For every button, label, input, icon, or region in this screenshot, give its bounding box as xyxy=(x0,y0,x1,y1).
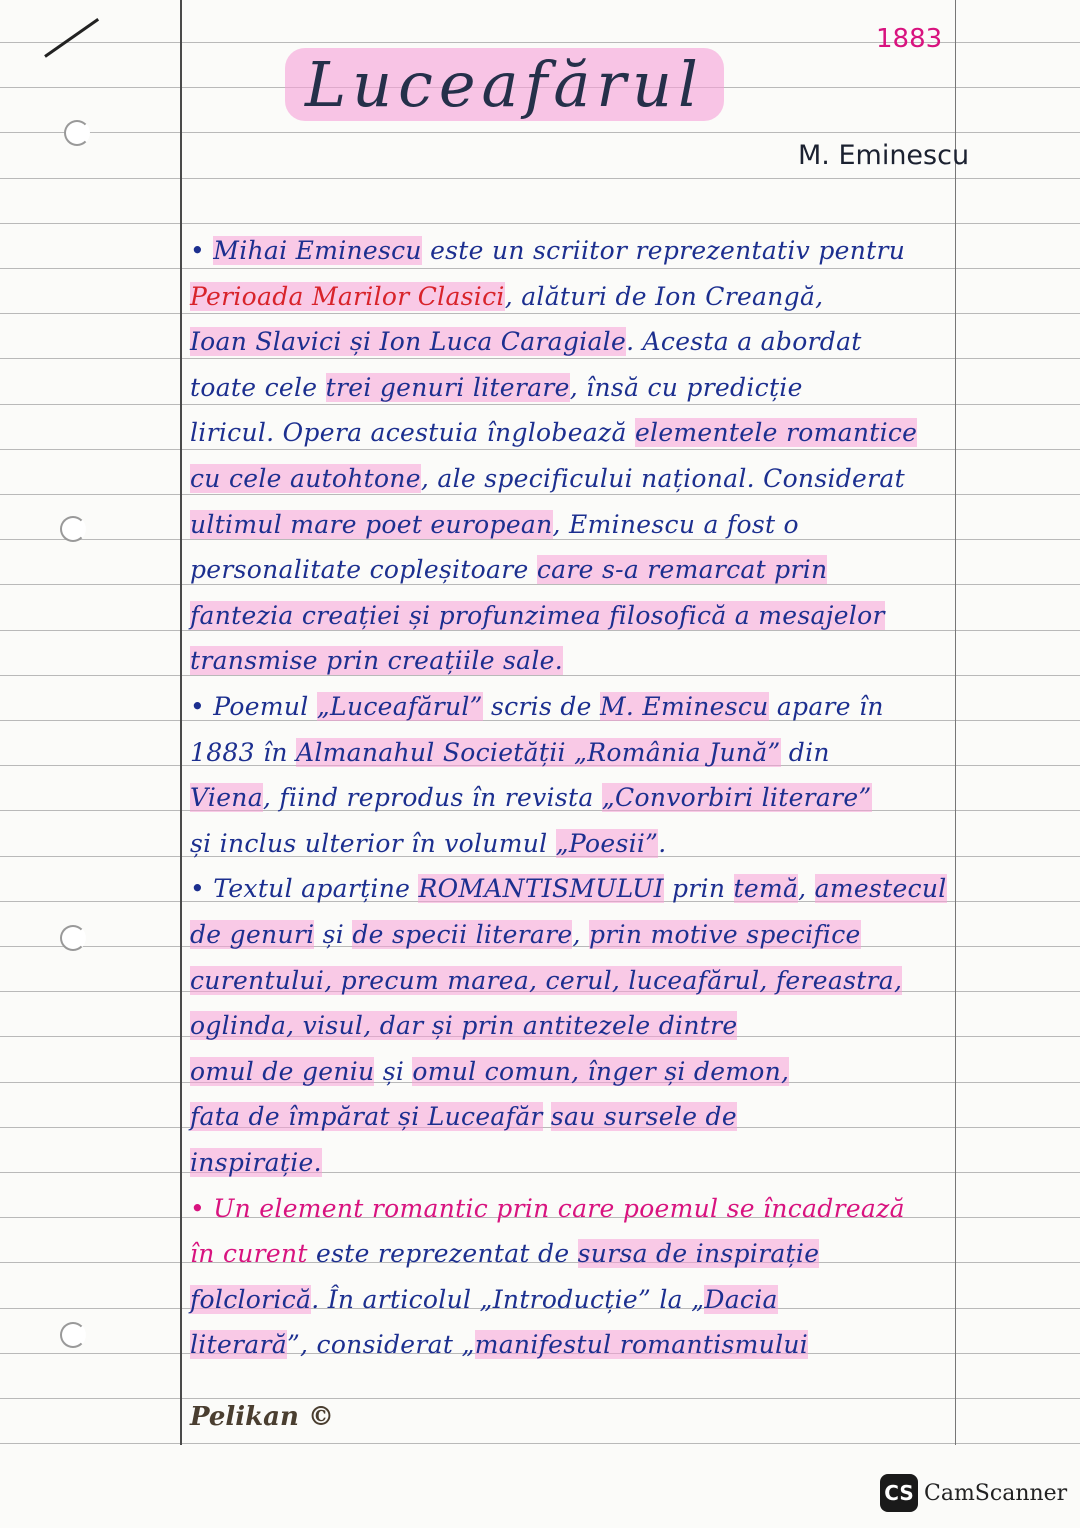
ruled-line xyxy=(0,449,1080,450)
punch-hole xyxy=(60,1322,86,1348)
note-line xyxy=(190,966,902,995)
note-text: . În articolul „Introducție” la „ xyxy=(311,1284,705,1314)
punch-hole xyxy=(60,516,86,542)
note-line xyxy=(190,1194,905,1223)
note-text: prin xyxy=(663,874,734,904)
note-line xyxy=(190,327,862,356)
note-line xyxy=(190,920,861,949)
note-text: , ale specificului național. Considerat xyxy=(420,464,905,493)
highlighted-text: ROMANTISMULUI xyxy=(418,874,664,904)
note-text: din xyxy=(780,737,830,767)
highlighted-text: folclorică xyxy=(190,1284,312,1314)
highlighted-text: transmise prin creațiile sale. xyxy=(190,646,564,676)
note-text: . xyxy=(658,828,667,858)
note-line xyxy=(190,1011,737,1040)
ruled-line xyxy=(0,1398,1080,1399)
punch-hole xyxy=(64,120,90,146)
note-text: apare în xyxy=(768,692,884,721)
year-note: 1883 xyxy=(876,24,943,54)
note-text xyxy=(543,1102,551,1131)
highlighted-text: sursa de inspirație xyxy=(577,1239,820,1269)
highlighted-text: de specii literare xyxy=(352,920,573,949)
highlighted-text: M. Eminescu xyxy=(600,692,769,721)
note-text: în curent xyxy=(190,1239,308,1269)
note-line xyxy=(190,601,885,630)
highlighted-text: prin motive specifice xyxy=(588,920,861,949)
note-text: și inclus ulterior în volumul xyxy=(190,828,556,858)
note-line xyxy=(190,1285,778,1314)
note-line xyxy=(190,874,947,903)
highlighted-text: Dacia xyxy=(704,1284,778,1314)
page-title: Luceafărul xyxy=(285,48,724,121)
highlighted-text: Viena xyxy=(190,783,263,813)
note-text: este reprezentat de xyxy=(307,1239,578,1269)
highlighted-text: omul comun, înger și demon, xyxy=(412,1056,790,1086)
ruled-line xyxy=(0,1172,1080,1173)
note-text: , fiind reprodus în revista xyxy=(262,783,602,813)
highlighted-text: curentului, precum marea, cerul, luceafărul, fereastra, xyxy=(190,965,903,995)
note-text: • Textul aparține xyxy=(190,874,419,904)
note-line xyxy=(190,1239,819,1268)
note-line xyxy=(190,783,872,812)
highlighted-text: manifestul romantismului xyxy=(474,1330,809,1360)
note-line xyxy=(190,1148,322,1177)
note-text: , Eminescu a fost o xyxy=(552,509,799,539)
camscanner-watermark xyxy=(880,1474,1067,1512)
pen-mark xyxy=(44,18,99,58)
highlighted-text: Ioan Slavici și Ion Luca Caragiale xyxy=(190,327,627,357)
ruled-line xyxy=(0,404,1080,405)
note-text: . Acesta a abordat xyxy=(626,327,862,357)
camscanner-logo-icon: CS xyxy=(880,1474,918,1512)
highlighted-text: elementele romantice xyxy=(634,418,918,448)
ruled-line xyxy=(0,630,1080,631)
right-margin-line xyxy=(955,0,956,1445)
highlighted-text: sau sursele de xyxy=(550,1102,737,1132)
highlighted-text: amestecul xyxy=(814,874,947,904)
pelikan-logo: Pelikan © xyxy=(190,1402,334,1432)
note-line xyxy=(190,282,823,311)
note-line xyxy=(190,464,905,493)
note-text: scris de xyxy=(482,692,600,721)
author-name: M. Eminescu xyxy=(798,140,970,171)
highlighted-text: Perioada Marilor Clasici xyxy=(190,281,505,311)
highlighted-text: „Poesii” xyxy=(555,828,659,858)
note-text: ”, considerat „ xyxy=(286,1330,475,1360)
note-text: 1883 în xyxy=(190,737,297,767)
highlighted-text: omul de geniu xyxy=(190,1056,375,1086)
note-text: • xyxy=(190,236,214,265)
highlighted-text: Mihai Eminescu xyxy=(213,236,422,265)
note-line xyxy=(190,1330,808,1359)
ruled-line xyxy=(0,178,1080,179)
ruled-line xyxy=(0,132,1080,133)
highlighted-text: temă xyxy=(733,874,799,904)
note-line xyxy=(190,510,799,539)
note-line xyxy=(190,738,830,767)
note-line xyxy=(190,692,884,721)
ruled-line xyxy=(0,539,1080,540)
highlighted-text: oglinda, visul, dar și prin antitezele dintre xyxy=(190,1011,738,1041)
ruled-line xyxy=(0,494,1080,495)
note-line xyxy=(190,1102,737,1131)
note-text: toate cele xyxy=(190,372,326,402)
note-text: și xyxy=(374,1056,413,1086)
ruled-line xyxy=(0,268,1080,269)
margin-line xyxy=(180,0,182,1445)
highlighted-text: inspirație. xyxy=(190,1148,322,1177)
ruled-line xyxy=(0,358,1080,359)
note-text: liricul. Opera acestuia înglobează xyxy=(190,418,635,448)
ruled-line xyxy=(0,313,1080,314)
note-text: este un scriitor reprezentativ pentru xyxy=(421,236,906,265)
note-text: , xyxy=(798,874,815,904)
punch-hole xyxy=(60,925,86,951)
note-line xyxy=(190,646,563,675)
highlighted-text: de genuri xyxy=(190,920,315,949)
highlighted-text: „Convorbiri literare” xyxy=(601,783,872,813)
ruled-line xyxy=(0,223,1080,224)
note-text: , xyxy=(572,920,589,949)
highlighted-text: fantezia creației și profunzimea filosofică a mesajelor xyxy=(190,600,885,630)
note-line xyxy=(190,236,905,265)
note-line xyxy=(190,555,827,584)
note-text: , alături de Ion Creangă, xyxy=(504,281,824,311)
note-line xyxy=(190,373,803,402)
note-text: • Poemul xyxy=(190,692,317,721)
note-text: • Un element romantic prin care poemul se încadrează xyxy=(190,1193,905,1223)
camscanner-label: CamScanner xyxy=(924,1480,1068,1506)
highlighted-text: care s-a remarcat prin xyxy=(536,555,828,585)
note-text: personalitate copleșitoare xyxy=(190,555,537,585)
highlighted-text: trei genuri literare xyxy=(325,372,570,402)
highlighted-text: Almanahul Societății „România Jună” xyxy=(296,737,781,767)
note-text: și xyxy=(314,920,353,949)
ruled-line xyxy=(0,1443,1080,1444)
highlighted-text: „Luceafărul” xyxy=(316,692,483,721)
highlighted-text: fata de împărat și Luceafăr xyxy=(190,1102,543,1132)
highlighted-text: cu cele autohtone xyxy=(190,464,421,493)
highlighted-text: ultimul mare poet european xyxy=(190,509,553,539)
note-text: , însă cu predicție xyxy=(569,372,803,402)
note-line xyxy=(190,1057,789,1086)
note-line xyxy=(190,418,917,447)
highlighted-text: literară xyxy=(190,1330,287,1360)
note-line xyxy=(190,829,667,858)
